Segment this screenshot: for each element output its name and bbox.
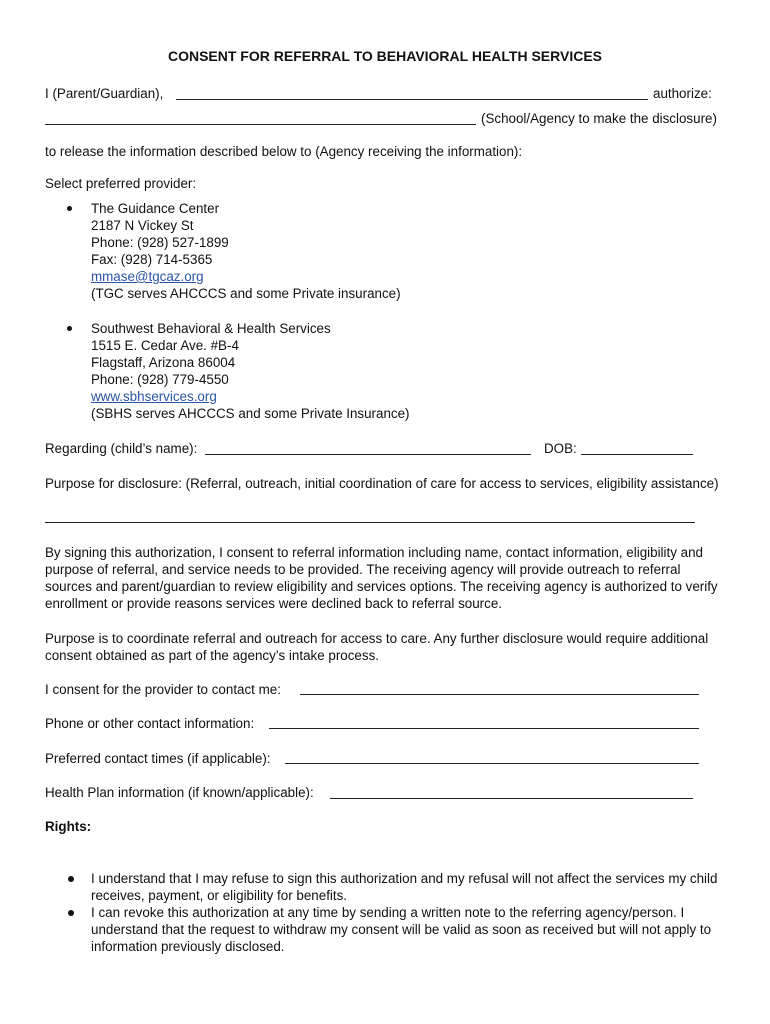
phone-contact-field[interactable] [269,728,699,729]
rights-item: I understand that I may refuse to sign this authorization and my refusal will not affect the services my child receives, payment, or eligibility for benefits. [91,871,718,903]
school-agency-field[interactable] [45,124,476,125]
bullet-icon [68,910,74,916]
provider-option-guidance-center[interactable] [91,200,401,302]
provider-address: 1515 E. Cedar Ave. #B-4 [91,338,239,353]
select-provider-label: Select preferred provider: [45,176,197,191]
rights-item: I can revoke this authorization at any time by sending a written note to the referring agency/person. I understand that the request to withdraw my consent will be valid as soon as received but will not apply to information previously disclosed. [91,905,712,954]
provider-name: The Guidance Center [91,201,220,216]
purpose-paragraph: Purpose is to coordinate referral and outreach for access to care. Any further disclosure would require additional consent obtained as part of the agency’s intake process. [45,631,709,663]
consent-contact-label: I consent for the provider to contact me: [45,682,281,697]
provider-note: (SBHS serves AHCCCS and some Private Insurance) [91,406,410,421]
rights-heading: Rights: [45,819,92,834]
bullet-icon [67,206,72,211]
provider-email-link[interactable]: mmase@tgcaz.org [91,269,204,284]
parent-guardian-field[interactable] [176,99,648,100]
health-plan-field[interactable] [330,798,693,799]
provider-option-southwest-behavioral[interactable] [91,320,410,422]
school-agency-label: (School/Agency to make the disclosure) [481,111,717,126]
authorization-paragraph: By signing this authorization, I consent to referral information including name, contact information, eligibility and purpose of referral, and service needs to be provided. The receiving agency will provide outreach to referral sources and parent/guardian to review eligibility and services options. The receiving agency is authorized to verify enrollment or provide reasons services were declined back to referral source. [45,545,718,611]
provider-fax: Fax: (928) 714-5365 [91,252,213,267]
provider-phone: Phone: (928) 779-4550 [91,372,229,387]
provider-city: Flagstaff, Arizona 86004 [91,355,236,370]
contact-times-label: Preferred contact times (if applicable): [45,751,271,766]
child-name-field[interactable] [205,454,531,455]
dob-label: DOB: [544,441,577,456]
phone-contact-label: Phone or other contact information: [45,716,255,731]
release-text: to release the information described below to (Agency receiving the information): [45,144,523,159]
provider-note: (TGC serves AHCCCS and some Private insurance) [91,286,401,301]
authorize-label: authorize: [653,86,712,101]
provider-phone: Phone: (928) 527-1899 [91,235,229,250]
purpose-label: Purpose for disclosure: (Referral, outreach, initial coordination of care for access to services, eligibility assistance) [45,476,719,491]
bullet-icon [67,326,72,331]
parent-guardian-label: I (Parent/Guardian), [45,86,164,101]
provider-name: Southwest Behavioral & Health Services [91,321,331,336]
purpose-field[interactable] [45,522,695,523]
bullet-icon [68,876,74,882]
provider-website-link[interactable]: www.sbhservices.org [91,389,217,404]
form-title: CONSENT FOR REFERRAL TO BEHAVIORAL HEALTH SERVICES [167,48,603,64]
child-name-label: Regarding (child’s name): [45,441,198,456]
consent-contact-field[interactable] [300,694,699,695]
provider-address: 2187 N Vickey St [91,218,194,233]
health-plan-label: Health Plan information (if known/applicable): [45,785,314,800]
dob-field[interactable] [581,454,693,455]
contact-times-field[interactable] [285,763,699,764]
